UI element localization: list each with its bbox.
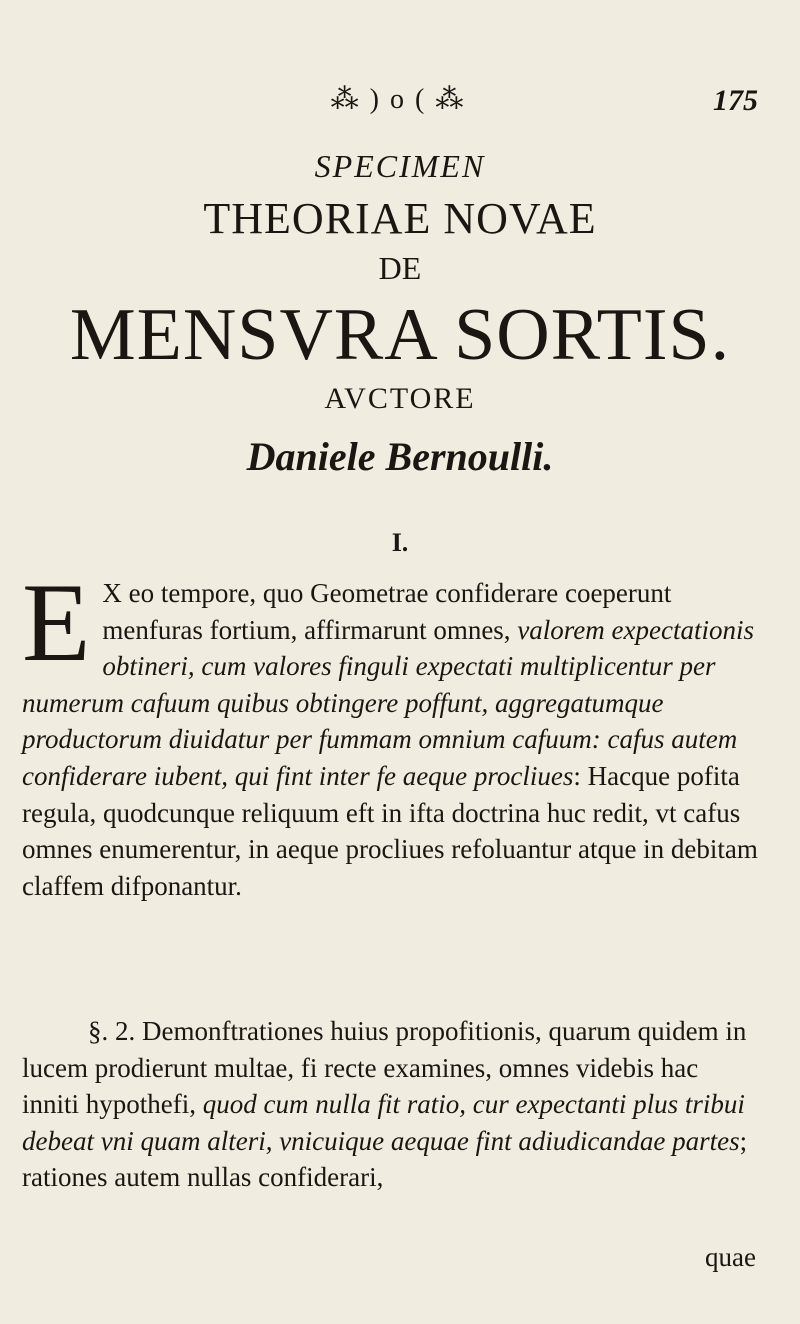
running-header	[0, 82, 800, 122]
paragraph-2-italic: quod cum nulla fit ratio, cur expectanti plus tribui debeat vni quam alteri, vnicuique aequae fint adiudicandae partes	[22, 1089, 745, 1156]
title-block	[0, 145, 800, 485]
title-auctore: AVCTORE	[324, 382, 476, 415]
title-specimen: SPECIMEN	[314, 148, 486, 184]
section-1-number: I.	[391, 528, 409, 557]
title-theoriae: THEORIAE NOVAE	[203, 194, 597, 243]
drop-cap: E	[22, 561, 91, 685]
paragraph-1-lead: X eo tempore, quo Geometrae confiderare coeperunt menfuras fortium, affirmarunt omnes,	[102, 578, 672, 645]
paragraph-1-italic: valorem expectationis obtineri, cum valores finguli expectati multiplicentur per numerum cafuum quibus obtingere poffunt, aggregatumque productorum diuidatur per fummam omnium cafuum: cafus autem confiderare iubent, qui fint inter fe aeque procliues	[22, 614, 754, 791]
paragraph-2-tail: ; rationes autem nullas confiderari,	[22, 1125, 748, 1193]
paragraph-1-tail: : Hacque pofita regula, quodcunque reliquum eft in ifta doctrina huc redit, vt cafus omnes enumerentur, in aeque procliues refoluantur atque in debitam claffem difponantur.	[22, 760, 758, 901]
section-2-number: §. 2.	[88, 1016, 136, 1046]
paragraph-2	[22, 1013, 762, 1196]
paragraph-1	[22, 561, 762, 904]
header-ornament: ⁂ ) o ( ⁂	[330, 84, 466, 115]
title-de: DE	[378, 250, 422, 286]
catchword: quae	[705, 1242, 756, 1272]
author-name: Daniele Bernoulli.	[246, 434, 554, 479]
title-mensura: MENSVRA SORTIS.	[69, 294, 731, 376]
paragraph-2-lead: Demonftrationes huius propofitionis, quarum quidem in lucem prodierunt multae, fi recte examines, omnes videbis hac inniti hypothefi,	[22, 1016, 747, 1120]
page-number: 175	[713, 84, 758, 117]
